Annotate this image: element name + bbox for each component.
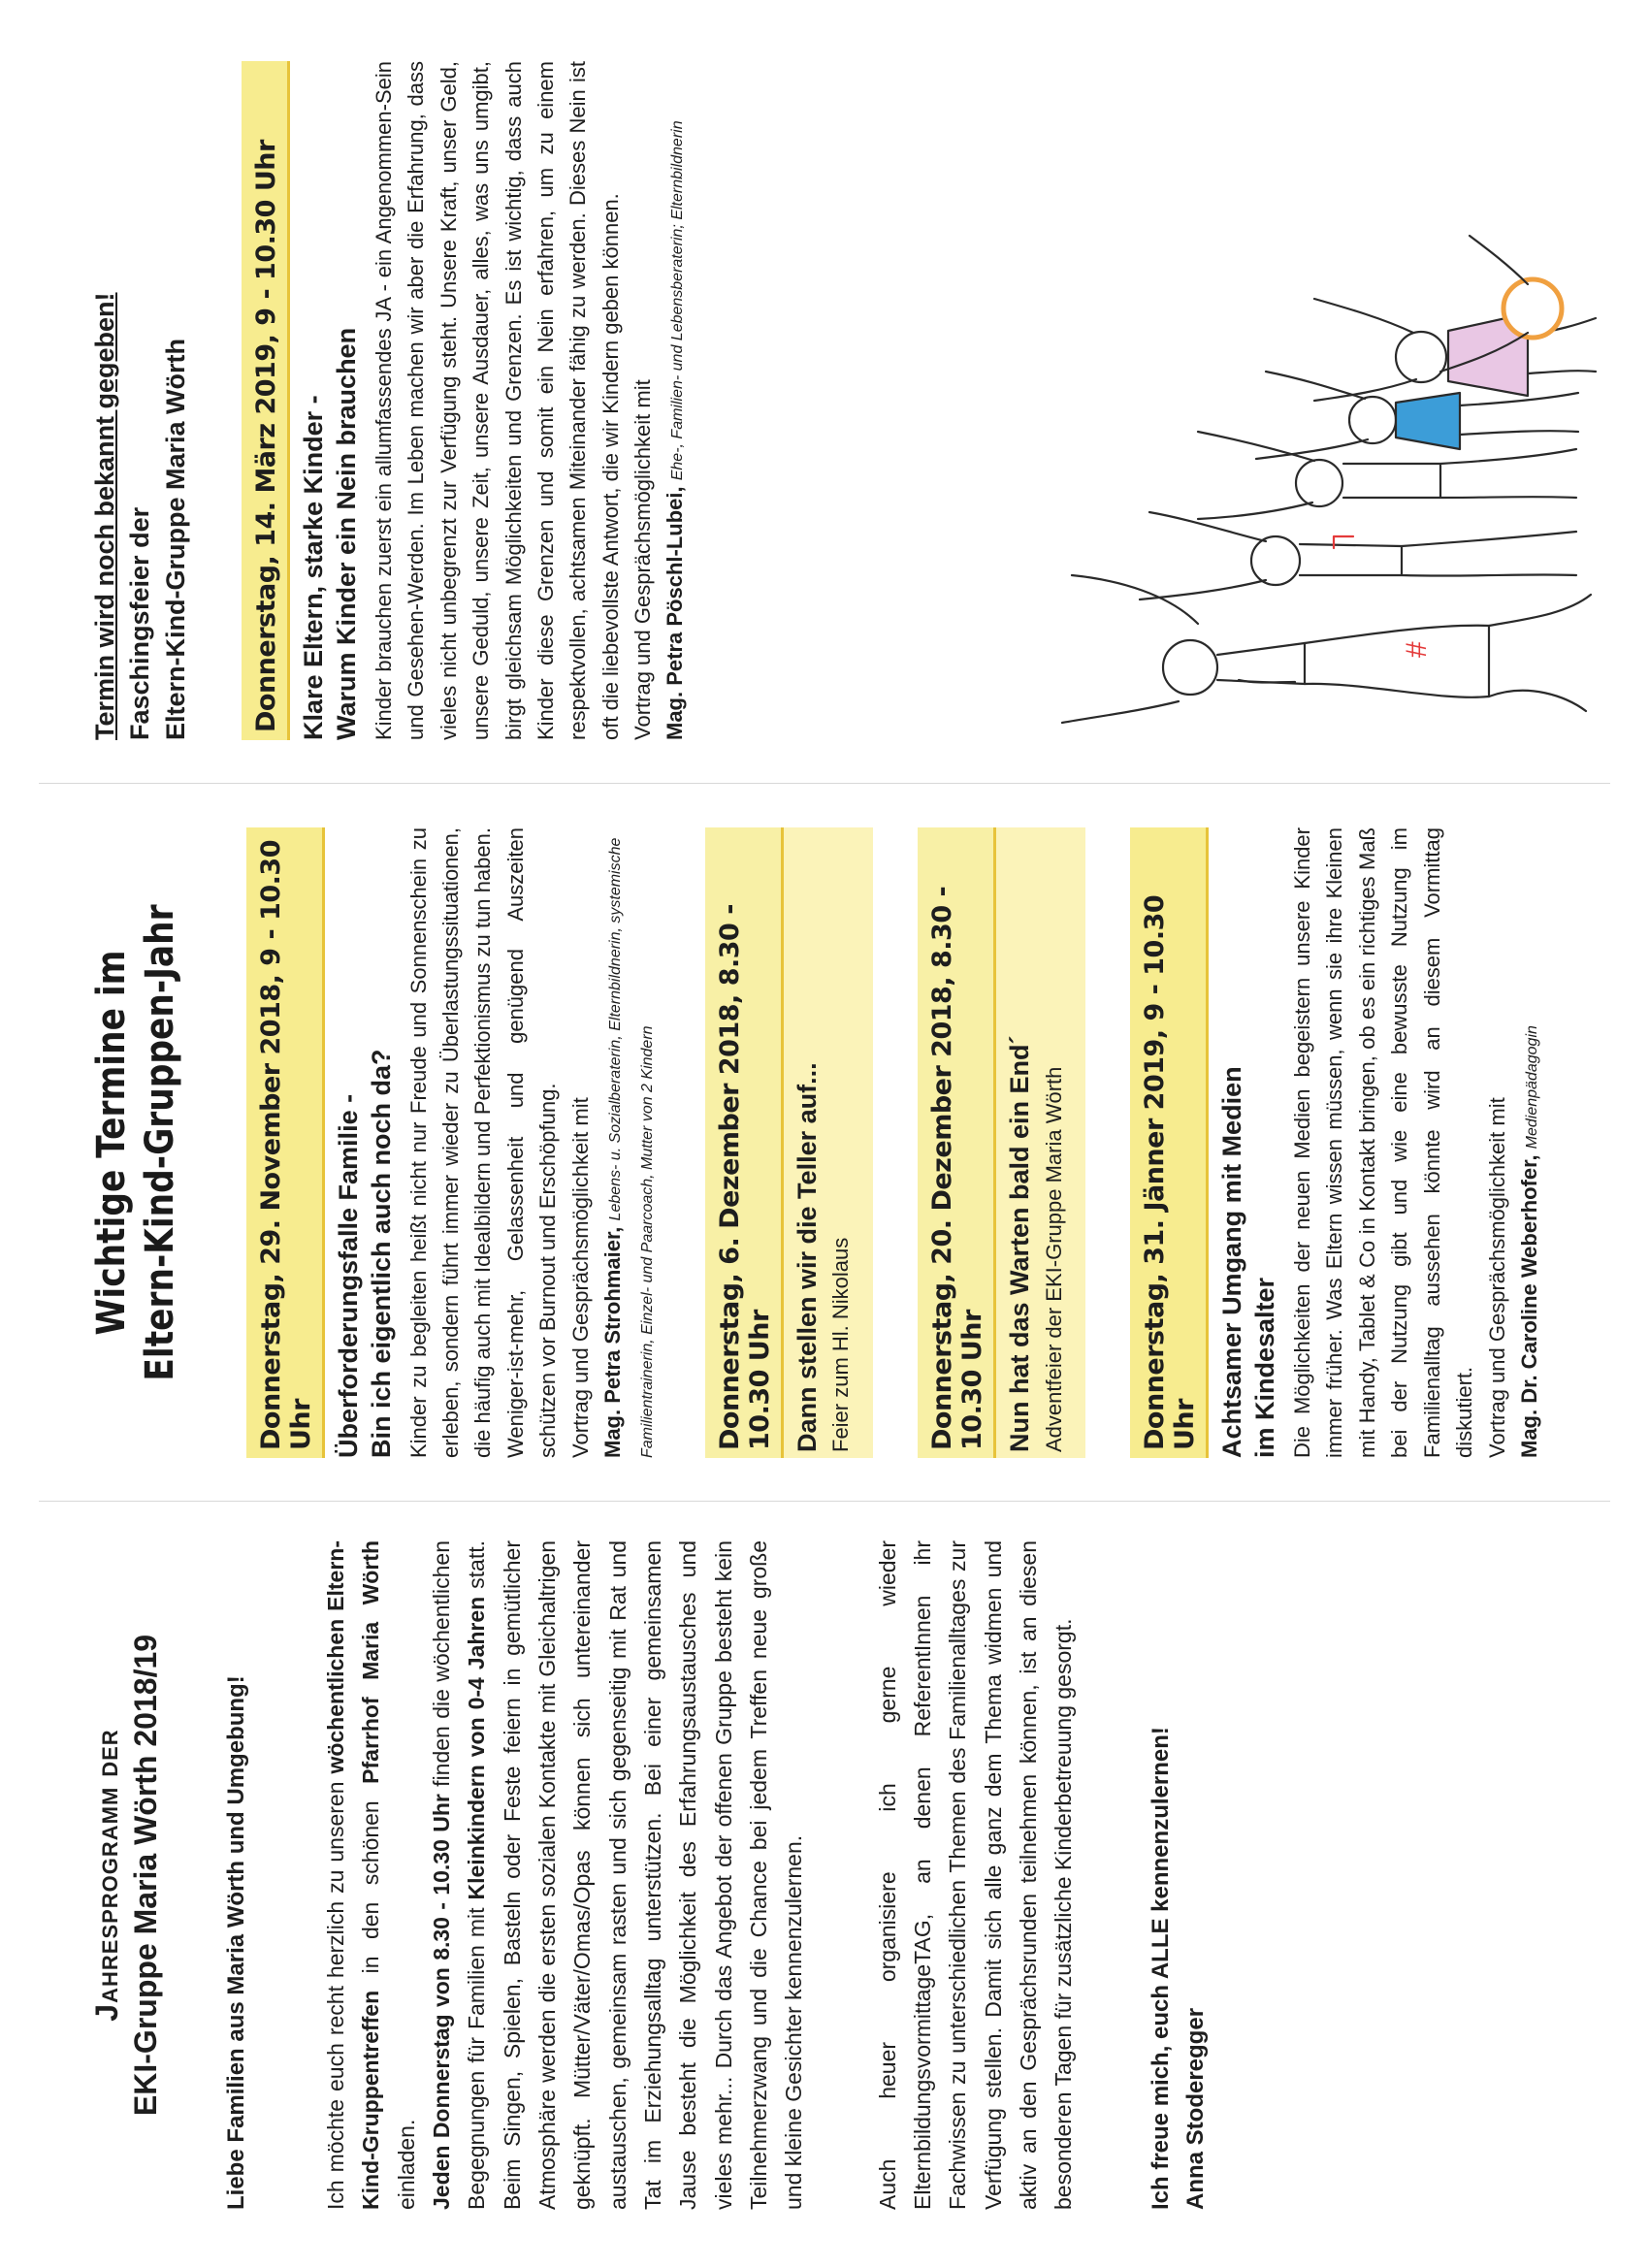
hash-mark: # [1401, 641, 1433, 658]
event-nikolaus [705, 827, 873, 1458]
program-heading-line2: EKI-Gruppe Maria Wörth 2018/19 [128, 1634, 163, 2117]
event-date: Donnerstag, 31. Jänner 2019, 9 - 10.30 Uhr [1130, 827, 1209, 1458]
event-speaker: Mag. Dr. Caroline Weberhofer, Medienpädagogin [1516, 1025, 1541, 1458]
notice-line3: Eltern-Kind-Gruppe Maria Wörth [160, 339, 190, 740]
event-speaker: Mag. Petra Strohmaier, Lebens- u. Sozialberaterin, Elternbildnerin, systemische Familientrainerin, Einzel- und Paarcoach, Mutter von 2 Kindern [599, 837, 656, 1458]
intro-paragraph-2: Auch heuer organisiere ich gerne wieder ElternbildungsvormittageTAG, an denen ReferentInnen ihr Fachwissen zu unterschiedlichen Themen des Familienalltages zur Verfügung stellen. Damit sich alle ganz dem Thema widmen und aktiv an den Gesprächsrunden teilnehmen können, ist an diesen besonderen Tagen für zusätzliche Kinderbetreuung gesorgt. [874, 1540, 1077, 2210]
event-date: Donnerstag, 20. Dezember 2018, 8.30 - 10.30 Uhr [918, 827, 996, 1458]
notice-line1: Termin wird noch bekannt gegeben! [90, 292, 119, 740]
event-date: Donnerstag, 14. März 2019, 9 - 10.30 Uhr [242, 61, 290, 740]
event-description: Kinder brauchen zuerst ein allumfassendes JA - ein Angenommen-Sein und Gesehen-Werden. Im Leben machen wir aber die Erfahrung, dass vieles nicht unbegrenzt zur Verfügung steht. Unsere Kraft, unser Geld, unsere Geduld, unsere Zeit, unsere Ausdauer, alles, was uns umgibt, birgt gleichsam Möglichkeiten und Grenzen. Es ist wichtig, dass auch Kinder diese Grenzen und somit ein Nein erfahren, um zu einem respektvollen, achtsamen Miteinander fähig zu werden. Dieses Nein ist oft die liebevollste Antwort, die wir Kindern geben können. [371, 61, 623, 740]
event-date: Donnerstag, 29. November 2018, 9 - 10.30 Uhr [246, 827, 325, 1458]
fold-line-2 [39, 783, 1610, 784]
event-talk: Vortrag und Gesprächsmöglichkeit mit [630, 379, 656, 740]
fold-line-1 [39, 1501, 1610, 1502]
events-column [87, 827, 1590, 1458]
event-subtitle: Feier zum Hl. Nikolaus [828, 1237, 854, 1452]
event-description: Die Möglichkeiten der neuen Medien begeistern unsere Kinder immer früher. Was Eltern wissen müssen, wenn sie ihre Kleinen mit Handy, Tablet & Co in Kontakt bringen, ob es ein richtiges Maß bei der Nutzung gibt und wie eine bewusste Nutzung im Familienalltag aussehen könnte wird an diesem Vormittag diskutiert. [1289, 827, 1477, 1458]
events-heading-line2: Eltern-Kind-Gruppen-Jahr [138, 904, 182, 1381]
closing-line: Ich freue mich, euch ALLE kennenzulernen! [1147, 1727, 1174, 2210]
event-title: Achtsamer Umgang mit Medien im Kindesalter [1217, 1066, 1280, 1458]
event-title: Klare Eltern, starke Kinder - Warum Kinder ein Nein brauchen [299, 327, 362, 740]
events-heading [87, 872, 184, 1414]
events-heading-line1: Wichtige Termine im [89, 950, 134, 1336]
event-november [246, 827, 661, 1458]
event-title: Nun hat das Warten bald ein End´ [1005, 1035, 1035, 1452]
figure-adult-left [1062, 575, 1591, 723]
intro-paragraph-1: Ich möchte euch recht herzlich zu unseren wöchentlichen Eltern-Kind-Gruppentreffen in den schönen Pfarrhof Maria Wörth einladen. Jeden Donnerstag von 8.30 - 10.30 Uhr finden die wöchentlichen Begegnungen für Familien mit Kleinkindern von 0-4 Jahren statt. Beim Singen, Spielen, Basteln oder Feste feiern in gemütlicher Atmosphäre werden die ersten sozialen Kontakte mit Gleichaltrigen geknüpft. Mütter/Väter/Omas/Opas können sich untereinander austauschen, gemeinsam rasten und sich gegenseitig mit Rat und Tat im Erziehungsalltag unterstützen. Bei einer gemeinsamen Jause besteht die Möglichkeit des Erfahrungsaustausches und vieles mehr... Durch das Angebot der offenen Gruppe besteht kein Teilnehmerzwang und die Chance bei jedem Treffen neue große und kleine Gesichter kennenzulernen. [323, 1539, 807, 2210]
event-speaker: Mag. Petra Pöschl-Lubei, Ehe-, Familien- und Lebensberaterin; Elternbildnerin [663, 120, 688, 740]
event-date: Donnerstag, 6. Dezember 2018, 8.30 - 10.30 Uhr [705, 827, 784, 1458]
event-talk: Vortrag und Gesprächsmöglichkeit mit [1484, 1097, 1509, 1458]
signature-name: Anna Stoderegger [1181, 2007, 1209, 2210]
event-subtitle: Adventfeier der EKI-Gruppe Maria Wörth [1041, 1066, 1066, 1452]
event-march [242, 61, 691, 740]
event-talk: Vortrag und Gesprächsmöglichkeit mit [567, 1097, 593, 1458]
more-events-column [87, 61, 735, 740]
event-title: Dann stellen wir die Teller auf... [792, 1062, 822, 1452]
greeting: Liebe Familien aus Maria Wörth und Umgebung! [223, 1675, 249, 2210]
event-advent [918, 827, 1085, 1458]
notice-line2: Faschingsfeier der [125, 506, 155, 740]
program-heading-line1: Jahresprogramm der [89, 1729, 124, 2022]
event-title: Überforderungsfalle Familie - Bin ich eigentlich auch noch da? [334, 1049, 396, 1458]
event-january [1130, 827, 1544, 1458]
intro-column [87, 1540, 1213, 2210]
figure-child-blue-skirt [1256, 372, 1578, 459]
figure-child-2 [1140, 512, 1576, 599]
family-illustration [985, 61, 1605, 740]
carnival-notice [87, 61, 193, 740]
program-heading [87, 1540, 165, 2210]
figure-child-3 [1198, 432, 1576, 519]
event-description: Kinder zu begleiten heißt nicht nur Freude und Sonnenschein zu erleben, sondern führt immer wieder zu Überlastungssituationen, die häufig auch mit Idealbildern und Perfektionismus zu tun haben. Weniger-ist-mehr, Gelassenheit und genügend Auszeiten schützen vor Burnout und Erschöpfung. [405, 827, 561, 1458]
closing [1144, 1540, 1213, 2210]
